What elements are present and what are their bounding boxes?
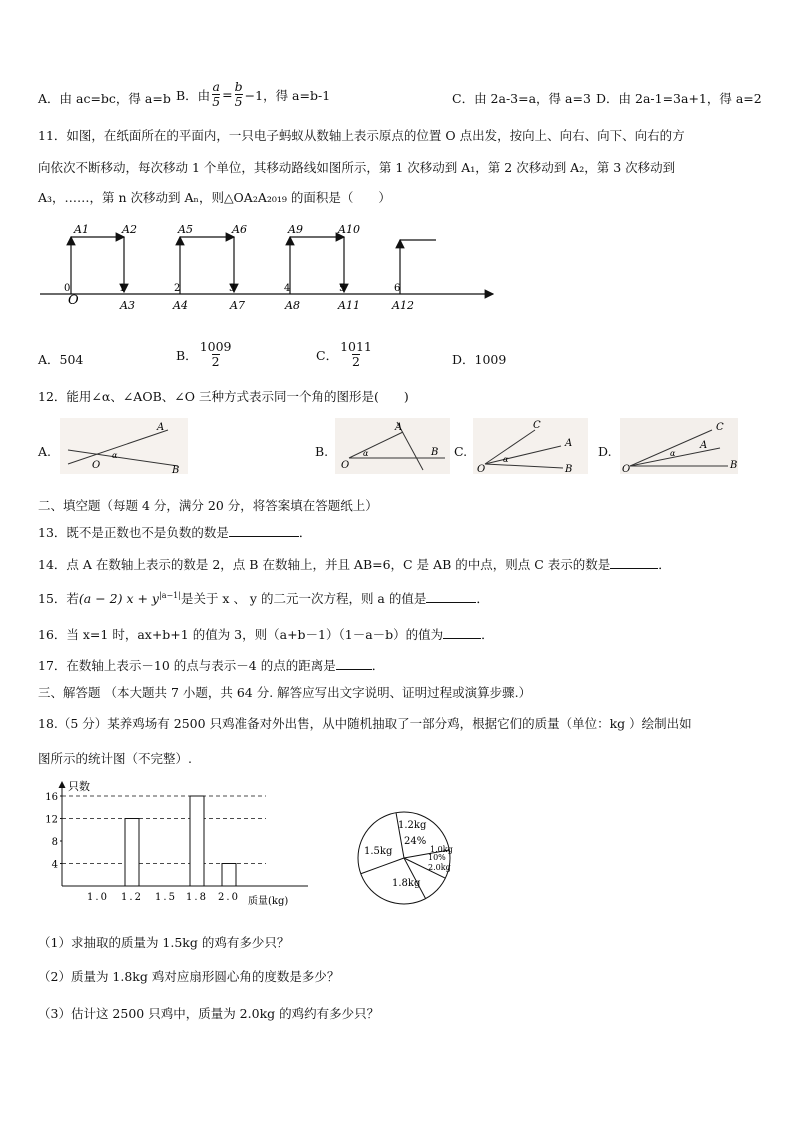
q13-answer-blank (229, 524, 299, 537)
svg-text:O: O (477, 464, 486, 474)
q10-option-b: B．由 $\frac{a}{5}$ = $\frac{b}{5}$ −1，得 a=b-1 (176, 79, 331, 109)
q12-label-c: C. (454, 444, 468, 459)
svg-text:A: A (700, 440, 708, 451)
q10-option-b-prefix: B．由 (176, 87, 211, 103)
pie-label-1.8kg: 1.8kg (392, 878, 421, 889)
x-tick-1.5: 1.5 (155, 892, 177, 903)
q12-label-a: A. (38, 444, 52, 459)
q15-answer-blank (426, 590, 476, 603)
q11-line3: A₃，……，第 n 次移动到 Aₙ，则△OA₂A₂₀₁₉ 的面积是（ ） (38, 190, 391, 205)
label-A6: A6 (232, 223, 247, 236)
label-A4: A4 (173, 299, 188, 312)
svg-text:α: α (670, 449, 676, 458)
label-A3: A3 (120, 299, 135, 312)
q15: 15．若(a − 2) $x + y^{|a-1|}$是关于 x 、 y 的二元一次方程，则 a 的值是 ． (38, 590, 489, 606)
svg-text:α: α (503, 455, 509, 464)
weight-bar-chart (36, 776, 316, 910)
pie-label-1.5kg: 1.5kg (364, 846, 393, 857)
weight-pie-chart (352, 808, 462, 912)
q11-option-b: B． $\frac{1009}{2}$ (176, 339, 232, 369)
y-tick-4: 4 (51, 859, 58, 871)
q16: 16．当 x=1 时，ax+b+1 的值为 3，则（a+b－1）（1－a－b）的值为 ． (38, 627, 494, 642)
svg-text:C: C (533, 420, 541, 431)
fraction-a-over-5: $\frac{a}{5}$ (212, 79, 221, 109)
x-tick-1.2: 1.2 (121, 892, 143, 903)
q12-label-d: D. (598, 444, 612, 459)
bar-1.2 (125, 819, 139, 887)
label-A2: A2 (122, 223, 137, 236)
pie-label-2.0kg: 2.0kg (428, 863, 451, 872)
q10-option-a: A．由 ac=bc，得 a=b (38, 91, 171, 106)
bar-2.0 (222, 864, 236, 887)
axis-number-3: 3 (229, 283, 236, 294)
axis-number-2: 2 (174, 283, 181, 294)
q18-sub1: （1）求抽取的质量为 1.5kg 的鸡有多少只？ (38, 935, 290, 950)
svg-text:A: A (157, 422, 165, 433)
q12-label-b: B. (315, 444, 329, 459)
label-A9: A9 (288, 223, 303, 236)
label-A10: A10 (338, 223, 360, 236)
y-tick-12: 12 (45, 814, 58, 826)
q14-answer-blank (610, 556, 658, 569)
x-tick-1.8: 1.8 (186, 892, 208, 903)
axis-number-1: 1 (119, 283, 126, 294)
svg-text:α: α (363, 449, 369, 458)
axis-number-6: 6 (394, 283, 401, 294)
label-A11: A11 (338, 299, 360, 312)
q11-option-c: C． $\frac{1011}{2}$ (316, 339, 372, 369)
q14: 14．点 A 在数轴上表示的数是 2，点 B 在数轴上，并且 AB=6，C 是 AB 的中点，则点 C 表示的数是 ． (38, 557, 671, 572)
q13: 13．既不是正数也不是负数的数是 ． (38, 525, 312, 540)
q12-stem: 12．能用∠α、∠AOB、∠O 三种方式表示同一个角的图形是( ) (38, 389, 409, 404)
svg-text:α: α (112, 451, 118, 460)
label-A8: A8 (285, 299, 300, 312)
q18-sub3: （3）估计这 2500 只鸡中，质量为 2.0kg 的鸡约有多少只？ (38, 1006, 380, 1021)
q12-figure-a (60, 418, 188, 474)
svg-text:B: B (565, 464, 573, 474)
pie-label-1.0kg: 1.0kg (430, 845, 453, 854)
axis-number-0: 0 (64, 283, 71, 294)
label-A1: A1 (74, 223, 89, 236)
svg-text:C: C (716, 422, 724, 433)
label-origin-O: O (68, 293, 79, 308)
x-tick-1.0: 1.0 (87, 892, 109, 903)
section-3-title: 三、解答题 （本大题共 7 小题，共 64 分. 解答应写出文字说明、证明过程或演算步骤.） (38, 685, 532, 700)
svg-text:B: B (172, 465, 180, 474)
section-2-title: 二、填空题（每题 4 分，满分 20 分，将答案填在答题纸上） (38, 498, 378, 513)
q10-option-c: C．由 2a-3=a，得 a=3 (452, 91, 591, 106)
q12-figure-d (620, 418, 738, 474)
q17: 17．在数轴上表示－10 的点与表示－4 的点的距离是 ． (38, 658, 385, 673)
q12-figure-c (473, 418, 588, 474)
axis-number-4: 4 (284, 283, 291, 294)
svg-text:B: B (431, 447, 439, 458)
svg-text:A: A (395, 422, 403, 433)
svg-text:O: O (92, 460, 101, 471)
y-tick-16: 16 (45, 792, 58, 803)
svg-text:O: O (622, 464, 631, 474)
pie-annotation-0: 24% (404, 836, 427, 847)
x-tick-2.0: 2.0 (218, 892, 240, 903)
label-A7: A7 (230, 299, 245, 312)
bar-1.8 (190, 796, 204, 886)
q18-line2: 图所示的统计图（不完整）. (38, 751, 192, 766)
q11-ant-path-figure (38, 220, 500, 320)
q12-figure-b (335, 418, 450, 474)
q11-option-d: D．1009 (452, 352, 507, 367)
q11-line1: 11．如图，在纸面所在的平面内，一只电子蚂蚁从数轴上表示原点的位置 O 点出发，按向上、向右、向下、向右的方 (38, 128, 685, 143)
q11-line2: 向依次不断移动，每次移动 1 个单位，其移动路线如图所示，第 1 次移动到 A₁，第 2 次移动到 A₂，第 3 次移动到 (38, 160, 676, 175)
q10-option-d: D．由 2a-1=3a+1，得 a=2 (596, 91, 762, 106)
q18-line1: 18.（5 分）某养鸡场有 2500 只鸡准备对外出售，从中随机抽取了一部分鸡，根据它们的质量（单位：kg ）绘制出如 (38, 716, 692, 731)
x-axis-label: 质量(kg) (248, 896, 289, 907)
svg-text:O: O (341, 460, 350, 471)
svg-text:A: A (565, 438, 573, 449)
y-axis-label: 只数 (68, 780, 90, 793)
fraction-1011-over-2: $\frac{1011}{2}$ (340, 339, 372, 369)
q18-sub2: （2）质量为 1.8kg 鸡对应扇形圆心角的度数是多少？ (38, 969, 340, 984)
svg-text:B: B (730, 460, 738, 471)
fraction-b-over-5: $\frac{b}{5}$ (234, 79, 243, 109)
q16-answer-blank (443, 626, 481, 639)
label-A5: A5 (178, 223, 193, 236)
y-tick-8: 8 (51, 837, 58, 848)
axis-number-5: 5 (339, 283, 346, 294)
fraction-1009-over-2: $\frac{1009}{2}$ (199, 339, 232, 369)
q17-answer-blank (336, 657, 372, 670)
pie-annotation-1: 10% (428, 853, 446, 862)
label-A12: A12 (392, 299, 414, 312)
q11-option-a: A．504 (38, 352, 84, 367)
pie-label-1.2kg: 1.2kg (398, 820, 427, 831)
